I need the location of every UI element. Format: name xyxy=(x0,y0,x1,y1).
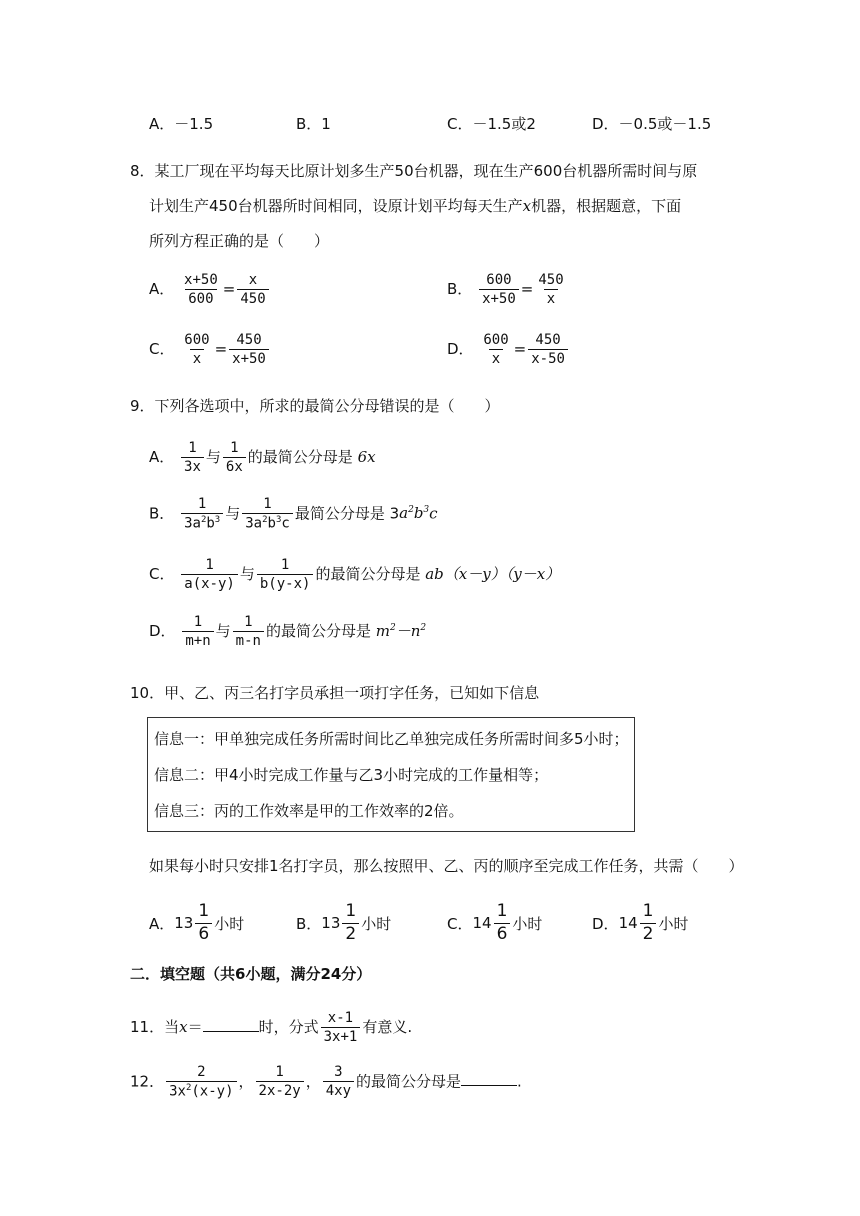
q10-option-a: A． 13 1 6 小时 xyxy=(149,901,245,944)
fraction: $\frac{1}{3a^2b^3c}$ xyxy=(242,496,293,532)
fraction: $\frac{x+50}{600}$ xyxy=(184,272,218,308)
fraction: $\frac{450}{x}$ xyxy=(538,272,564,308)
q9-option-d: D． $\frac{1}{m+n}$ 与 $\frac{1}{m-n}$ 的最简公分母是 $m^2-n^2$ xyxy=(149,614,427,650)
fraction: $\frac{600}{x}$ xyxy=(483,332,509,368)
q10-stem: 10．甲、乙、丙三名打字员承担一项打字任务，已知如下信息 xyxy=(130,684,540,702)
q12: 12． $\frac{2}{3x^2(x-y)}$ ， $\frac{1}{2x-2y}$ ， $\frac{3}{4xy}$ 的最简公分母是 . xyxy=(130,1064,522,1100)
info-box xyxy=(147,717,635,832)
answer-blank xyxy=(461,1071,517,1086)
q7-option-c: C．－1.5或2 xyxy=(447,115,536,133)
q9-option-b: B． $\frac{1}{3a^2b^3}$ 与 $\frac{1}{3a^2b^3c}$ 最简公分母是 $3a^2b^3c$ xyxy=(149,496,438,532)
fraction: $\frac{450}{x+50}$ xyxy=(229,332,269,367)
fraction: $\frac{1}{6x}$ xyxy=(223,440,246,475)
fraction: $\frac{1}{3x}$ xyxy=(181,440,204,475)
q10-option-b: B． 13 1 2 小时 xyxy=(296,901,392,944)
q11: 11．当x＝ 时，分式 $\frac{x-1}{3x+1}$ 有意义. xyxy=(130,1010,413,1046)
answer-blank xyxy=(203,1017,259,1032)
fraction: $\frac{x-1}{3x+1}$ xyxy=(321,1010,361,1045)
q8-stem-line2: 计划生产450台机器所时间相同，设原计划平均每天生产x机器，根据题意，下面 xyxy=(149,197,682,215)
q7-option-a: A．－1.5 xyxy=(149,115,214,133)
q10-option-c: C． 14 1 6 小时 xyxy=(447,901,543,944)
q8-option-c: C． $\frac{600}{x}$ = $\frac{450}{x+50}$ xyxy=(149,332,271,367)
fraction: $\frac{1}{m-n}$ xyxy=(233,614,264,649)
fraction: $\frac{1}{2x-2y}$ xyxy=(256,1064,304,1099)
q9-option-a: A． $\frac{1}{3x}$ 与 $\frac{1}{6x}$ 的最简公分母是 6x xyxy=(149,440,376,476)
q8-option-a: A． $\frac{x+50}{600}$ = $\frac{x}{450}$ xyxy=(149,272,271,307)
fraction: $\frac{600}{x+50}$ xyxy=(479,272,519,307)
fraction: $\frac{600}{x}$ xyxy=(184,332,210,368)
info-line-3: 信息三：丙的工作效率是甲的工作效率的2倍。 xyxy=(154,802,464,820)
q8-stem-line1: 8．某工厂现在平均每天比原计划多生产50台机器，现在生产600台机器所需时间与原 xyxy=(130,162,698,180)
info-line-2: 信息二：甲4小时完成工作量与乙3小时完成的工作量相等； xyxy=(154,766,549,784)
fraction: $\frac{1}{b(y-x)}$ xyxy=(257,557,314,592)
fraction: $\frac{1}{m+n}$ xyxy=(182,614,213,649)
info-line-1: 信息一：甲单独完成任务所需时间比乙单独完成任务所需时间多5小时； xyxy=(154,730,629,748)
section-heading: 二．填空题（共6小题，满分24分） xyxy=(130,965,372,983)
fraction: $\frac{1}{a(x-y)}$ xyxy=(181,557,238,592)
fraction: $\frac{3}{4xy}$ xyxy=(323,1064,354,1099)
q7-option-d: D．－0.5或－1.5 xyxy=(592,115,712,133)
fraction: $\frac{2}{3x^2(x-y)}$ xyxy=(166,1064,236,1100)
fraction: $\frac{450}{x-50}$ xyxy=(528,332,568,367)
q10-option-d: D． 14 1 2 小时 xyxy=(592,901,689,944)
fraction: $\frac{x}{450}$ xyxy=(237,272,268,307)
q8-option-d: D． $\frac{600}{x}$ = $\frac{450}{x-50}$ xyxy=(447,332,570,367)
q9-option-c: C． $\frac{1}{a(x-y)}$ 与 $\frac{1}{b(y-x)}$ 的最简公分母是 ab（x－y）（y－x） xyxy=(149,557,561,593)
q8-stem-line3: 所列方程正确的是（ ） xyxy=(149,232,330,250)
q9-stem: 9．下列各选项中，所求的最简公分母错误的是（ ） xyxy=(130,397,500,415)
q10-question: 如果每小时只安排1名打字员，那么按照甲、乙、丙的顺序至完成工作任务，共需（ ） xyxy=(149,857,744,875)
fraction: $\frac{1}{3a^2b^3}$ xyxy=(181,496,223,532)
q8-option-b: B． $\frac{600}{x+50}$ = $\frac{450}{x}$ xyxy=(447,272,569,307)
q7-option-b: B．1 xyxy=(296,115,331,133)
